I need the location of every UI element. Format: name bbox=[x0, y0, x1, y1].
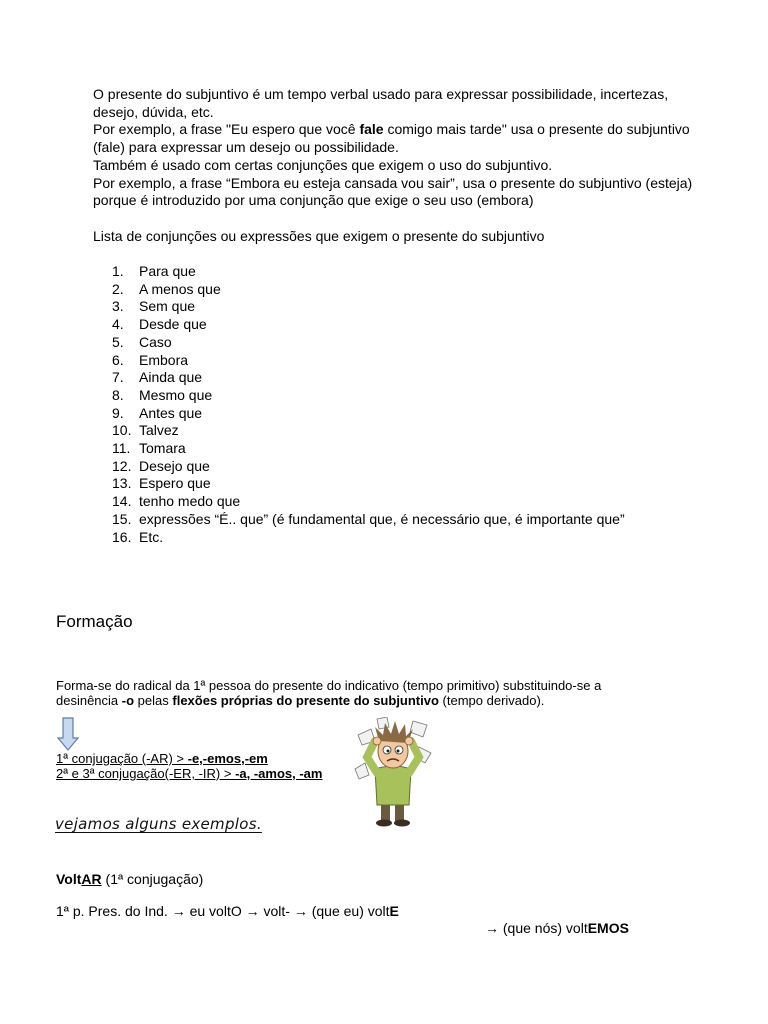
intro-paragraph-2 bbox=[93, 121, 693, 156]
list-item-number: 4. bbox=[112, 316, 124, 333]
list-item bbox=[112, 263, 625, 281]
intro-p2-end: comigo mais tarde" usa o presente do subjuntivo (fale) para expressar um desejo ou possibilidade. bbox=[93, 121, 690, 156]
list-item bbox=[112, 405, 625, 423]
list-item-text: Espero que bbox=[139, 475, 211, 492]
list-item-text: Talvez bbox=[139, 422, 179, 439]
list-item bbox=[112, 422, 625, 440]
example-derivation-line-2 bbox=[485, 920, 629, 937]
list-item-number: 13. bbox=[112, 475, 132, 492]
first-conjugation-rule bbox=[56, 751, 268, 766]
formation-bold-1: -o bbox=[121, 693, 135, 708]
intro-p2-start: Por exemplo, a frase "Eu espero que você bbox=[93, 121, 360, 138]
list-item-number: 1. bbox=[112, 263, 124, 279]
list-item-text: Tomara bbox=[139, 440, 186, 457]
formation-paragraph bbox=[56, 678, 656, 708]
intro-paragraph-4: Por exemplo, a frase “Embora eu esteja cansada vou sair”, usa o presente do subjuntivo (esteja) porque é introduzido por uma conjunção que exige o seu uso (embora) bbox=[93, 174, 693, 209]
list-item-number: 7. bbox=[112, 369, 124, 386]
list-item-text: Embora bbox=[139, 351, 189, 368]
list-item-number: 14. bbox=[112, 493, 132, 510]
list-item bbox=[112, 352, 625, 370]
example-line-1-text: 1ª p. Pres. do Ind. → eu voltO → volt- → (que eu) volt bbox=[56, 903, 390, 919]
list-item bbox=[112, 334, 625, 352]
list-item-number: 12. bbox=[112, 457, 132, 474]
formation-text-3: (tempo derivado). bbox=[438, 693, 545, 708]
intro-paragraph-3: Também é usado com certas conjunções que exigem o uso do subjuntivo. bbox=[93, 156, 553, 173]
handwritten-note: vejamos alguns exemplos. bbox=[55, 815, 262, 833]
list-item-text: Ainda que bbox=[139, 369, 203, 386]
list-item-number: 16. bbox=[112, 528, 132, 545]
formation-bold-2: flexões próprias do presente do subjuntivo bbox=[172, 693, 439, 708]
list-item bbox=[112, 493, 625, 511]
second-third-conjugation-rule bbox=[56, 766, 322, 781]
list-item-text: Desejo que bbox=[139, 457, 210, 474]
list-item-number: 5. bbox=[112, 333, 124, 350]
list-item-text: expressões “É.. que” (é fundamental que, é necessário que, é importante que” bbox=[139, 510, 625, 527]
formation-text-1: Forma-se do radical da 1ª pessoa do presente do indicativo (tempo primitivo) substituindo-se a desinência bbox=[56, 678, 602, 708]
list-item bbox=[112, 458, 625, 476]
example-derivation-line-1 bbox=[56, 903, 399, 920]
example-verb-note: (1ª conjugação) bbox=[101, 871, 204, 887]
formation-text-2: pelas bbox=[134, 693, 173, 708]
intro-p2-bold: fale bbox=[359, 121, 384, 138]
list-item-number: 6. bbox=[112, 351, 124, 368]
first-conjugation-label: 1ª conjugação (-AR) > bbox=[56, 751, 188, 766]
list-item bbox=[112, 475, 625, 493]
second-third-conjugation-endings: -a, -amos, -am bbox=[235, 766, 323, 781]
intro-paragraph-1: O presente do subjuntivo é um tempo verbal usado para expressar possibilidade, incertezas, desejo, dúvida, etc. bbox=[93, 86, 669, 120]
list-item bbox=[112, 440, 625, 458]
list-title: Lista de conjunções ou expressões que exigem o presente do subjuntivo bbox=[93, 228, 545, 244]
list-item-number: 3. bbox=[112, 298, 124, 315]
list-item-number: 15. bbox=[112, 510, 132, 527]
list-item-number: 8. bbox=[112, 386, 124, 403]
list-item-text: Etc. bbox=[139, 528, 164, 545]
conjunction-list bbox=[112, 263, 625, 546]
list-item-number: 9. bbox=[112, 404, 124, 421]
example-verb-title bbox=[56, 871, 203, 888]
list-item-text: Desde que bbox=[139, 316, 207, 333]
list-item-text: Sem que bbox=[139, 298, 196, 315]
example-verb-ending: AR bbox=[81, 871, 102, 887]
list-item bbox=[112, 369, 625, 387]
list-item-text: Caso bbox=[139, 333, 172, 350]
list-item bbox=[112, 281, 625, 299]
formation-heading: Formação bbox=[56, 612, 133, 631]
list-item-number: 11. bbox=[112, 440, 131, 457]
list-item-text: Mesmo que bbox=[139, 386, 213, 403]
list-item-number: 10. bbox=[112, 422, 132, 439]
stressed-man-illustration bbox=[353, 717, 433, 827]
list-item-text: tenho medo que bbox=[139, 493, 241, 510]
intro-section bbox=[93, 86, 693, 210]
second-third-conjugation-label: 2ª e 3ª conjugação(-ER, -IR) > bbox=[56, 766, 236, 781]
example-line-2-ending: EMOS bbox=[587, 920, 629, 936]
list-item bbox=[112, 316, 625, 334]
first-conjugation-endings: -e,-emos,-em bbox=[187, 751, 268, 766]
down-arrow-icon bbox=[57, 717, 79, 751]
list-item bbox=[112, 387, 625, 405]
list-item-number: 2. bbox=[112, 280, 124, 297]
list-item-text: A menos que bbox=[139, 280, 221, 297]
list-item-text: Para que bbox=[139, 263, 196, 279]
list-item bbox=[112, 298, 625, 316]
example-line-1-ending: E bbox=[389, 903, 399, 919]
list-item bbox=[112, 511, 625, 529]
list-item bbox=[112, 529, 625, 547]
list-item-text: Antes que bbox=[139, 404, 203, 421]
example-verb-stem: Volt bbox=[56, 871, 82, 887]
example-line-2-text: → (que nós) volt bbox=[485, 920, 588, 936]
